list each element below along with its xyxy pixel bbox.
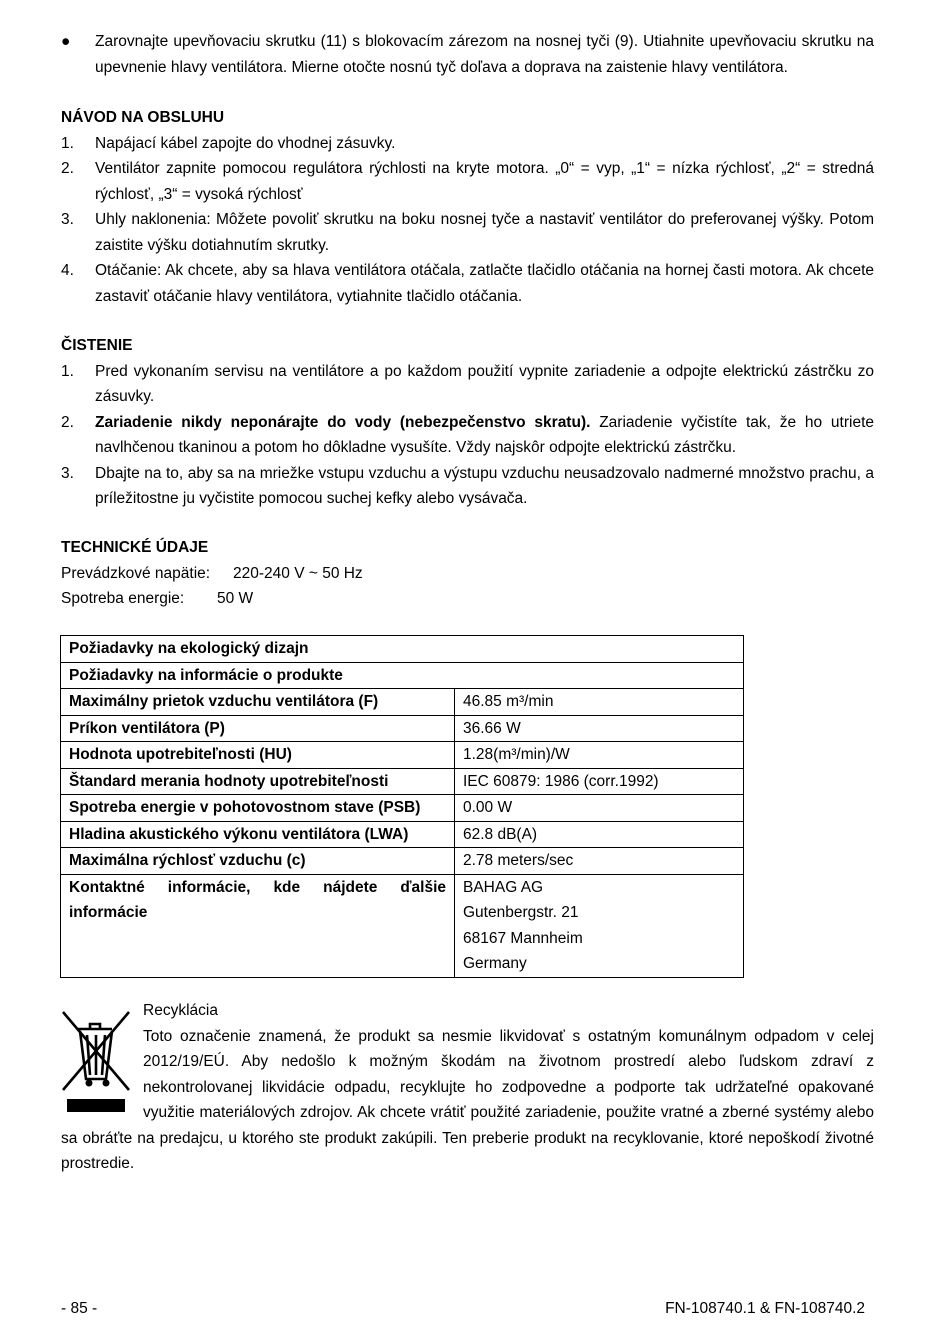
contact-line: BAHAG AG xyxy=(463,878,544,896)
recycling-body: Toto označenie znamená, že produkt sa nesmie likvidovať s ostatným komunálnym odpadom v celej 2012/19/EÚ. Aby nedošlo k možným škodám na životnom prostredí alebo ľudskom zdraví z nekontrolovanej likvidácie odpadu, recyklujte ho zodpovedne a podporte tak udržateľné opakované využitie materiálových zdrojov. Ak chcete vrátiť použité zariadenie, použite vratné a zberné systémy alebo sa obráťte na predajcu, u ktorého ste produkt zakúpili. Ten preberie produkt na recyklovanie, ktoré nepoškodí životné prostredie. xyxy=(61,1027,874,1172)
voltage-label: Prevádzkové napätie: xyxy=(61,564,211,582)
table-key: Štandard merania hodnoty upotrebiteľnosti xyxy=(61,768,455,795)
item-text: Ventilátor zapnite pomocou regulátora rýchlosti na kryte motora. „0“ = vyp, „1“ = nízka rýchlosť, „2“ = stredná rýchlosť, „3“ = vysoká rýchlosť xyxy=(95,160,874,203)
table-header-row xyxy=(61,662,744,689)
table-value: 0.00 W xyxy=(455,795,744,822)
item-text: Napájací kábel zapojte do vhodnej zásuvky. xyxy=(95,134,396,152)
table-subheader: Požiadavky na informácie o produkte xyxy=(61,662,744,689)
table-value: 2.78 meters/sec xyxy=(455,848,744,875)
intro-section xyxy=(61,29,874,80)
contact-line: 68167 Mannheim xyxy=(463,929,583,947)
contact-line: Germany xyxy=(463,955,527,972)
item-text-body: Zariadenie vyčistíte tak, že ho utriete navlhčenou tkaninou a potom ho dôkladne vysušíte. Vždy najskôr odpojte elektrickú zástrčku. xyxy=(95,413,874,456)
item-text xyxy=(95,461,874,512)
cleaning-item xyxy=(61,410,874,461)
page-number: - 85 - xyxy=(61,1300,98,1317)
technical-title: TECHNICKÉ ÚDAJE xyxy=(61,539,209,556)
power-value: 50 W xyxy=(217,590,254,607)
table-row xyxy=(61,768,744,795)
table-value: 1.28(m³/min)/W xyxy=(455,742,744,769)
item-text xyxy=(95,359,874,410)
technical-section xyxy=(61,535,874,612)
operation-item xyxy=(61,131,874,157)
table-key xyxy=(61,874,455,977)
table-row xyxy=(61,821,744,848)
ecodesign-table xyxy=(60,635,744,978)
operation-item xyxy=(61,258,874,309)
voltage-value: 220-240 V ~ 50 Hz xyxy=(233,564,363,582)
item-text-body: Pred vykonaním servisu na ventilátore a po každom použití vypnite zariadenie a odpojte elektrickú zástrčku zo zásuvky. xyxy=(95,362,874,405)
intro-bullet xyxy=(61,29,874,80)
item-number: 2. xyxy=(61,160,74,177)
table-header: Požiadavky na ekologický dizajn xyxy=(61,636,744,663)
recycling-text xyxy=(61,1024,874,1177)
item-number: 3. xyxy=(61,464,74,482)
table-row xyxy=(61,742,744,769)
operation-title: NÁVOD NA OBSLUHU xyxy=(61,109,225,126)
table-value: IEC 60879: 1986 (corr.1992) xyxy=(455,768,744,795)
recycling-section xyxy=(61,998,874,1177)
intro-bullet-text: Zarovnajte upevňovaciu skrutku (11) s blokovacím zárezom na nosnej tyči (9). Utiahnite upevňovaciu skrutku na upevnenie hlavy ventilátora. Mierne otočte nosnú tyč doľava a doprava na zaistenie hlavy ventilátora. xyxy=(95,33,874,76)
table-header-row xyxy=(61,636,744,663)
operation-item xyxy=(61,156,874,207)
operation-section xyxy=(61,105,874,309)
item-text-body: Dbajte na to, aby sa na mriežke vstupu vzduchu a výstupu vzduchu neusadzovalo nadmerné množstvo prachu, a príležitostne ju vyčistite pomocou suchej kefky alebo vysávača. xyxy=(95,464,874,507)
table-key: Príkon ventilátora (P) xyxy=(61,715,455,742)
power-spec xyxy=(61,586,874,612)
table-key: Hladina akustického výkonu ventilátora (LWA) xyxy=(61,821,455,848)
cleaning-item xyxy=(61,359,874,410)
item-text: Uhly naklonenia: Môžete povoliť skrutku na boku nosnej tyče a nastaviť ventilátor do preferovanej výšky. Potom zaistite výšku dotiahnutím skrutky. xyxy=(95,211,874,254)
table-value: 62.8 dB(A) xyxy=(455,821,744,848)
cleaning-section xyxy=(61,333,874,512)
contact-line: Gutenbergstr. 21 xyxy=(463,904,579,921)
item-number: 3. xyxy=(61,211,74,228)
table-key: Maximálny prietok vzduchu ventilátora (F) xyxy=(61,689,455,716)
power-label: Spotreba energie: xyxy=(61,590,185,607)
table-row xyxy=(61,848,744,875)
recycling-title: Recyklácia xyxy=(143,1002,218,1019)
item-text: Otáčanie: Ak chcete, aby sa hlava ventilátora otáčala, zatlačte tlačidlo otáčania na hornej časti motora. Ak chcete zastaviť otáčanie hlavy ventilátora, vytiahnite tlačidlo otáčania. xyxy=(95,262,874,305)
bullet-marker: ● xyxy=(61,33,71,50)
model-number: FN-108740.1 & FN-108740.2 xyxy=(665,1300,865,1317)
table-row xyxy=(61,689,744,716)
operation-item xyxy=(61,207,874,258)
table-value-contact xyxy=(455,874,744,977)
contact-key: Kontaktné informácie, kde nájdete ďalšie informácie xyxy=(69,878,446,921)
warning-text: Zariadenie nikdy neponárajte do vody (nebezpečenstvo skratu). xyxy=(95,413,591,431)
table-row-contact xyxy=(61,874,744,977)
table-value: 36.66 W xyxy=(455,715,744,742)
table-key: Hodnota upotrebiteľnosti (HU) xyxy=(61,742,455,769)
voltage-spec xyxy=(61,561,874,587)
item-number: 2. xyxy=(61,413,74,431)
table-value: 46.85 m³/min xyxy=(455,689,744,716)
item-number: 1. xyxy=(61,134,74,152)
item-number: 4. xyxy=(61,262,74,279)
item-number: 1. xyxy=(61,362,74,380)
cleaning-title: ČISTENIE xyxy=(61,337,133,354)
table-row xyxy=(61,795,744,822)
table-key: Maximálna rýchlosť vzduchu (c) xyxy=(61,848,455,875)
icon-spacer xyxy=(61,1024,143,1126)
cleaning-item xyxy=(61,461,874,512)
table-key: Spotreba energie v pohotovostnom stave (PSB) xyxy=(61,795,455,822)
item-text xyxy=(95,410,874,461)
table-row xyxy=(61,715,744,742)
